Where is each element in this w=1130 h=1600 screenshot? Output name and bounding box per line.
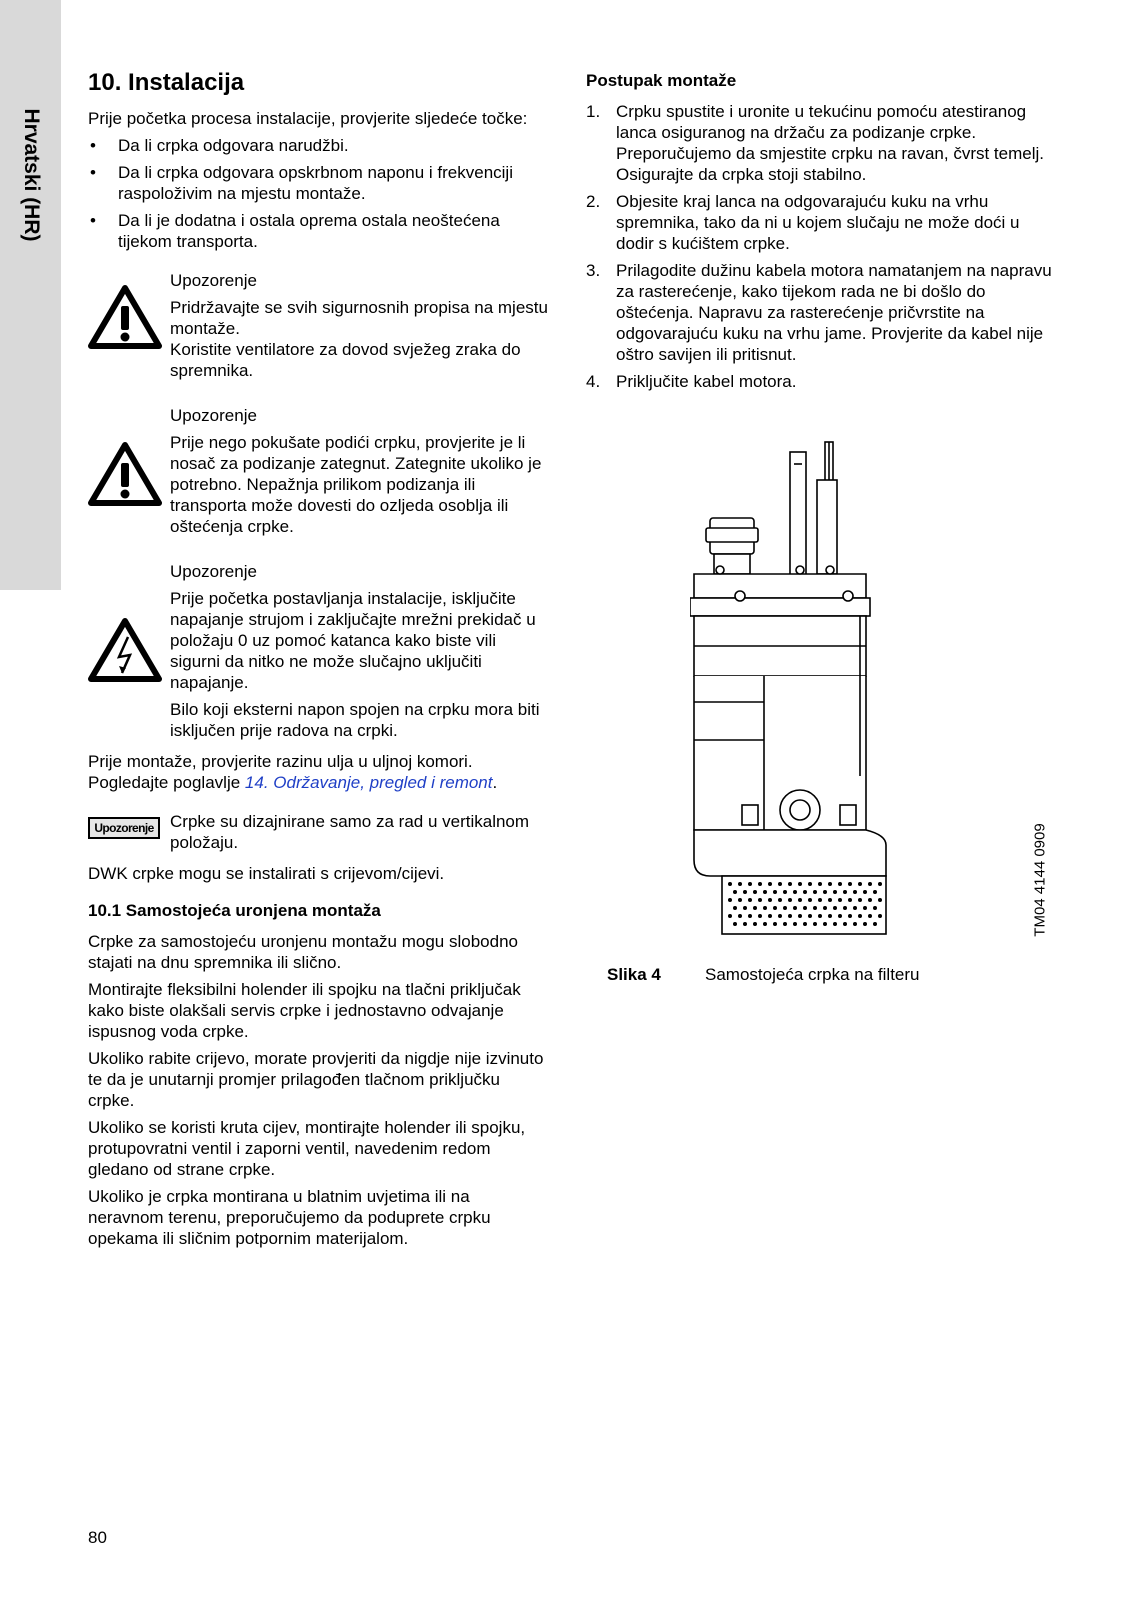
warning-title: Upozorenje — [170, 271, 257, 290]
step-text: Priključite kabel motora. — [616, 372, 797, 391]
list-item: • Da li crpka odgovara narudžbi. — [88, 135, 548, 156]
figure-label: Slika 4 — [607, 965, 661, 984]
note-text: Crpke su dizajnirane samo za rad u vertikalnom položaju. — [170, 812, 530, 852]
note-vertical — [88, 811, 548, 853]
subsection-title: 10.1 Samostojeća uronjena montaža — [88, 901, 381, 920]
step-text: Objesite kraj lanca na odgovarajuću kuku na vrhu spremnika, tako da ni u kojem slučaju ne može doći u dodir s kućištem crpke. — [616, 192, 1020, 253]
language-tab — [0, 0, 61, 590]
step-number: 1. — [586, 102, 601, 121]
paragraph: Montirajte fleksibilni holender ili spojku na tlačni priključak kako biste olakšali servis crpke i jednostavno odvajanje ispusnog voda crpke. — [88, 980, 521, 1041]
list-item: • Da li je dodatna i ostala oprema ostala neoštećena tijekom transporta. — [88, 210, 548, 252]
warning-text: Koristite ventilatore za dovod svježeg zraka do spremnika. — [170, 340, 521, 380]
warning-text: Prije nego pokušate podići crpku, provjerite je li nosač za podizanje zategnut. Zategnite ukoliko je potrebno. Nepažnja prilikom podizanja ili transporta može dovesti do ozljeda osoblja ili oštećenja crpke. — [170, 433, 542, 536]
paragraph: Crpke za samostojeću uronjenu montažu mogu slobodno stajati na dnu spremnika ili slično. — [88, 932, 518, 972]
figure-code: TM04 4144 0909 — [1031, 823, 1049, 937]
paragraph: Ukoliko se koristi kruta cijev, montirajte holender ili spojku, protupovratni ventil i zaporni ventil, navedenim redom gledano od strane crpke. — [88, 1118, 526, 1179]
paragraph: Ukoliko rabite crijevo, morate provjeriti da nigdje nije izvinuto te da je unutarnji promjer prilagođen tlačnom priključku crpke. — [88, 1049, 544, 1110]
chapter-link[interactable]: 14. Održavanje, pregled i remont — [244, 773, 493, 792]
page-number: 80 — [88, 1528, 107, 1547]
oil-check-lead: Prije montaže, provjerite razinu ulja u uljnoj komori. Pogledajte poglavlje — [88, 752, 473, 792]
oil-check-end: . — [492, 773, 498, 792]
electric-hazard-triangle-icon — [88, 617, 162, 683]
step-number: 2. — [586, 192, 601, 211]
intro-text: Prije početka procesa instalacije, provjerite sljedeće točke: — [88, 109, 528, 128]
step-text: Crpku spustite i uronite u tekućinu pomoću atestiranog lanca osiguranog na držaču za podizanje crpke. Preporučujemo da smjestite crpku na ravan, čvrst temelj. Osigurajte da crpka stoji stabilno. — [616, 102, 1045, 184]
warning-title: Upozorenje — [170, 562, 257, 581]
pump-on-filter-illustration — [690, 440, 910, 940]
warning-title: Upozorenje — [170, 406, 257, 425]
list-item — [586, 371, 1056, 392]
step-number: 3. — [586, 261, 601, 280]
exclamation-triangle-icon — [88, 284, 162, 350]
procedure-title: Postupak montaže — [586, 71, 737, 90]
list-item — [586, 101, 1056, 185]
figure-caption — [607, 965, 920, 985]
procedure-steps — [586, 101, 1056, 392]
warning-text: Bilo koji eksterni napon spojen na crpku mora biti isključen prije radova na crpki. — [170, 700, 540, 740]
list-item: • Da li crpka odgovara opskrbnom naponu i frekvenciji raspoloživim na mjestu montaže. — [88, 162, 548, 204]
language-tab-label: Hrvatski (HR) — [20, 108, 43, 242]
warning-badge: Upozorenje — [88, 817, 160, 839]
oil-check-text — [88, 751, 548, 793]
list-item — [586, 191, 1056, 254]
warning-text: Pridržavajte se svih sigurnosnih propisa na mjestu montaže. — [170, 298, 548, 338]
warning-lifting — [88, 405, 548, 537]
paragraph: Ukoliko je crpka montirana u blatnim uvjetima ili na neravnom terenu, preporučujemo da poduprete crpku opekama ili sličnim potpornim materijalom. — [88, 1187, 491, 1248]
checklist — [88, 135, 548, 252]
section-title: 10. Instalacija — [88, 69, 245, 96]
step-text: Prilagodite dužinu kabela motora namatanjem na napravu za rasterećenje, kako tijekom rada ne bi došlo do oštećenja. Napravu za rasterećenje pričvrstite na odgovarajuću kuku na vrhu jame. Provjerite da kabel nije oštro savijen ili pritisnut. — [616, 261, 1052, 364]
exclamation-triangle-icon — [88, 441, 162, 507]
list-item — [586, 260, 1056, 365]
step-number: 4. — [586, 372, 601, 391]
figure-caption-text: Samostojeća crpka na filteru — [705, 965, 920, 984]
warning-text: Prije početka postavljanja instalacije, isključite napajanje strujom i zaključajte mrežni prekidač u položaju 0 uz pomoć katanca kako biste vili sigurni da nitko ne može slučajno uključiti napajanje. — [170, 589, 536, 692]
warning-electric — [88, 561, 548, 741]
right-column — [586, 70, 1056, 398]
dwk-text: DWK crpke mogu se instalirati s crijevom/cijevi. — [88, 864, 445, 883]
warning-safety — [88, 270, 548, 381]
left-column — [88, 68, 548, 1255]
